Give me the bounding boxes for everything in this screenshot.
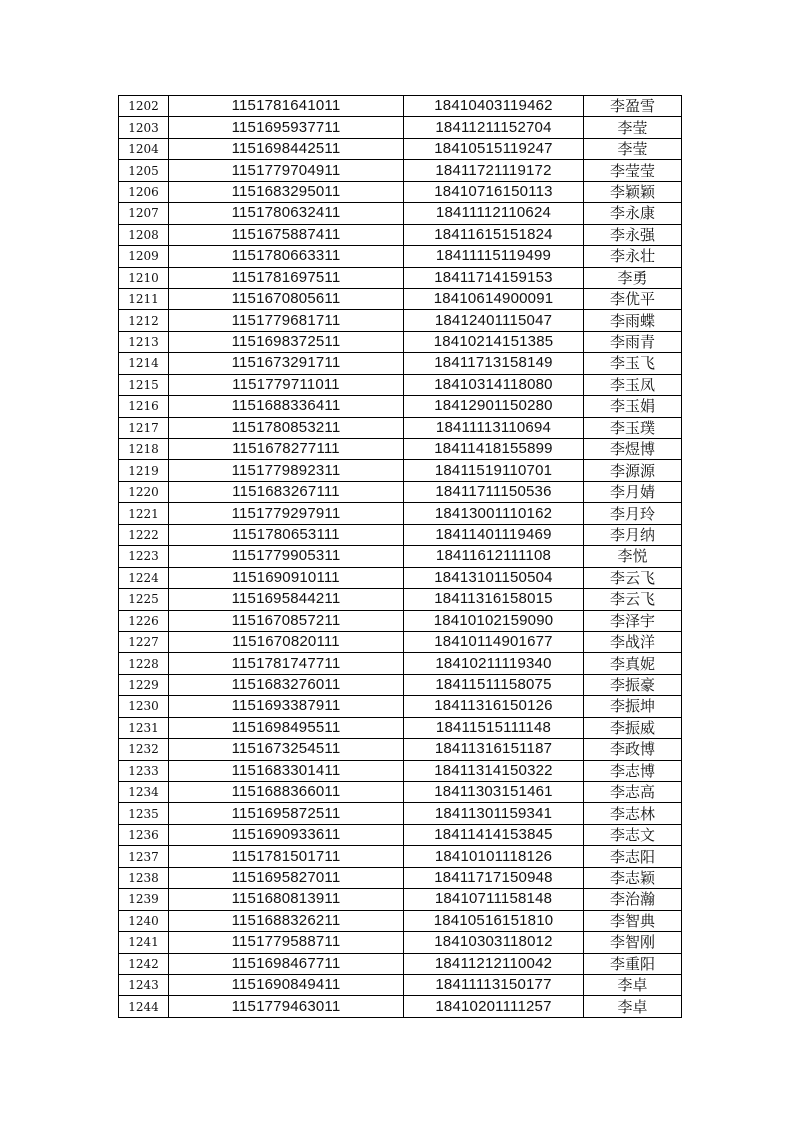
row-seq-number-cell: 1209 — [119, 246, 169, 267]
row-seq-number-cell: 1235 — [119, 803, 169, 824]
student-name-cell: 李战洋 — [584, 631, 682, 652]
table-row — [119, 696, 682, 717]
row-seq-number-cell: 1210 — [119, 267, 169, 288]
exam-number-cell: 1151779588711 — [169, 932, 404, 953]
exam-number-cell: 1151680813911 — [169, 889, 404, 910]
row-seq-number-cell: 1226 — [119, 610, 169, 631]
exam-number-cell: 1151780632411 — [169, 203, 404, 224]
table-row — [119, 717, 682, 738]
student-name-cell: 李泽宇 — [584, 610, 682, 631]
table-row — [119, 160, 682, 181]
table-row — [119, 889, 682, 910]
student-name-cell: 李重阳 — [584, 953, 682, 974]
id-number-cell: 18410201111257 — [404, 996, 584, 1017]
exam-number-cell: 1151779704911 — [169, 160, 404, 181]
exam-number-cell: 1151690910111 — [169, 567, 404, 588]
id-number-cell: 18411115119499 — [404, 246, 584, 267]
student-name-cell: 李莹莹 — [584, 160, 682, 181]
id-number-cell: 18411418155899 — [404, 439, 584, 460]
id-number-cell: 18412401115047 — [404, 310, 584, 331]
id-number-cell: 18410214151385 — [404, 331, 584, 352]
student-name-cell: 李玉飞 — [584, 353, 682, 374]
id-number-cell: 18411615151824 — [404, 224, 584, 245]
row-seq-number-cell: 1219 — [119, 460, 169, 481]
exam-number-cell: 1151693387911 — [169, 696, 404, 717]
exam-number-cell: 1151779297911 — [169, 503, 404, 524]
row-seq-number-cell: 1228 — [119, 653, 169, 674]
exam-number-cell: 1151675887411 — [169, 224, 404, 245]
id-number-cell: 18412901150280 — [404, 396, 584, 417]
row-seq-number-cell: 1215 — [119, 374, 169, 395]
row-seq-number-cell: 1227 — [119, 631, 169, 652]
id-number-cell: 18411612111108 — [404, 546, 584, 567]
student-name-cell: 李云飞 — [584, 567, 682, 588]
exam-number-cell: 1151678277111 — [169, 439, 404, 460]
exam-number-cell: 1151673254511 — [169, 739, 404, 760]
exam-number-cell: 1151683295011 — [169, 181, 404, 202]
row-seq-number-cell: 1224 — [119, 567, 169, 588]
table-row — [119, 524, 682, 545]
id-number-cell: 18411511158075 — [404, 674, 584, 695]
table-row — [119, 996, 682, 1017]
table-row — [119, 974, 682, 995]
row-seq-number-cell: 1222 — [119, 524, 169, 545]
id-number-cell: 18410711158148 — [404, 889, 584, 910]
table-row — [119, 331, 682, 352]
student-name-cell: 李玉凤 — [584, 374, 682, 395]
student-name-cell: 李志博 — [584, 760, 682, 781]
row-seq-number-cell: 1214 — [119, 353, 169, 374]
table-row — [119, 867, 682, 888]
table-row — [119, 653, 682, 674]
student-name-cell: 李志林 — [584, 803, 682, 824]
student-name-cell: 李玉璞 — [584, 417, 682, 438]
row-seq-number-cell: 1231 — [119, 717, 169, 738]
table-row — [119, 224, 682, 245]
id-number-cell: 18411414153845 — [404, 824, 584, 845]
row-seq-number-cell: 1203 — [119, 117, 169, 138]
id-number-cell: 18410403119462 — [404, 96, 584, 117]
table-row — [119, 932, 682, 953]
student-name-cell: 李卓 — [584, 974, 682, 995]
row-seq-number-cell: 1216 — [119, 396, 169, 417]
student-name-cell: 李振坤 — [584, 696, 682, 717]
student-name-cell: 李悦 — [584, 546, 682, 567]
id-number-cell: 18410314118080 — [404, 374, 584, 395]
row-seq-number-cell: 1213 — [119, 331, 169, 352]
id-number-cell: 18410303118012 — [404, 932, 584, 953]
exam-number-cell: 1151695937711 — [169, 117, 404, 138]
student-name-cell: 李雨蝶 — [584, 310, 682, 331]
exam-number-cell: 1151781697511 — [169, 267, 404, 288]
id-number-cell: 18411301159341 — [404, 803, 584, 824]
table-row — [119, 439, 682, 460]
row-seq-number-cell: 1220 — [119, 481, 169, 502]
row-seq-number-cell: 1241 — [119, 932, 169, 953]
exam-number-cell: 1151781641011 — [169, 96, 404, 117]
id-number-cell: 18410211119340 — [404, 653, 584, 674]
student-name-cell: 李志颖 — [584, 867, 682, 888]
table-row — [119, 910, 682, 931]
id-number-cell: 18410101118126 — [404, 846, 584, 867]
exam-number-cell: 1151695844211 — [169, 589, 404, 610]
exam-number-cell: 1151779905311 — [169, 546, 404, 567]
row-seq-number-cell: 1240 — [119, 910, 169, 931]
student-name-cell: 李永强 — [584, 224, 682, 245]
table-row — [119, 739, 682, 760]
exam-number-cell: 1151670857211 — [169, 610, 404, 631]
row-seq-number-cell: 1208 — [119, 224, 169, 245]
student-name-cell: 李振威 — [584, 717, 682, 738]
exam-number-cell: 1151670820111 — [169, 631, 404, 652]
student-name-cell: 李智刚 — [584, 932, 682, 953]
exam-number-cell: 1151688366011 — [169, 782, 404, 803]
student-name-cell: 李勇 — [584, 267, 682, 288]
id-number-cell: 18411113150177 — [404, 974, 584, 995]
student-name-cell: 李煜博 — [584, 439, 682, 460]
table-row — [119, 760, 682, 781]
table-row — [119, 481, 682, 502]
student-name-cell: 李永壮 — [584, 246, 682, 267]
row-seq-number-cell: 1217 — [119, 417, 169, 438]
row-seq-number-cell: 1207 — [119, 203, 169, 224]
id-number-cell: 18410515119247 — [404, 138, 584, 159]
row-seq-number-cell: 1232 — [119, 739, 169, 760]
id-number-cell: 18411519110701 — [404, 460, 584, 481]
exam-number-cell: 1151779711011 — [169, 374, 404, 395]
exam-number-cell: 1151695827011 — [169, 867, 404, 888]
table-row — [119, 610, 682, 631]
student-name-cell: 李卓 — [584, 996, 682, 1017]
student-name-cell: 李月婧 — [584, 481, 682, 502]
exam-number-cell: 1151683267111 — [169, 481, 404, 502]
table-row — [119, 203, 682, 224]
id-number-cell: 18411314150322 — [404, 760, 584, 781]
exam-number-cell: 1151683301411 — [169, 760, 404, 781]
id-number-cell: 18411713158149 — [404, 353, 584, 374]
student-name-cell: 李智典 — [584, 910, 682, 931]
table-row — [119, 567, 682, 588]
table-row — [119, 246, 682, 267]
table-row — [119, 288, 682, 309]
student-name-cell: 李云飞 — [584, 589, 682, 610]
exam-number-cell: 1151698442511 — [169, 138, 404, 159]
id-number-cell: 18410716150113 — [404, 181, 584, 202]
exam-number-cell: 1151779463011 — [169, 996, 404, 1017]
row-seq-number-cell: 1206 — [119, 181, 169, 202]
exam-number-cell: 1151698372511 — [169, 331, 404, 352]
id-number-cell: 18411316151187 — [404, 739, 584, 760]
table-row — [119, 117, 682, 138]
exam-number-cell: 1151779681711 — [169, 310, 404, 331]
exam-number-cell: 1151688326211 — [169, 910, 404, 931]
student-name-cell: 李莹 — [584, 117, 682, 138]
id-number-cell: 18411211152704 — [404, 117, 584, 138]
student-name-cell: 李志阳 — [584, 846, 682, 867]
table-row — [119, 310, 682, 331]
table-row — [119, 674, 682, 695]
exam-number-cell: 1151698467711 — [169, 953, 404, 974]
table-row — [119, 96, 682, 117]
id-number-cell: 18411515111148 — [404, 717, 584, 738]
id-number-cell: 18410516151810 — [404, 910, 584, 931]
table-row — [119, 138, 682, 159]
exam-number-cell: 1151690849411 — [169, 974, 404, 995]
student-name-cell: 李志高 — [584, 782, 682, 803]
row-seq-number-cell: 1237 — [119, 846, 169, 867]
id-number-cell: 18411721119172 — [404, 160, 584, 181]
exam-number-cell: 1151673291711 — [169, 353, 404, 374]
student-name-cell: 李盈雪 — [584, 96, 682, 117]
id-number-cell: 18411212110042 — [404, 953, 584, 974]
exam-number-cell: 1151780653111 — [169, 524, 404, 545]
student-name-cell: 李振豪 — [584, 674, 682, 695]
id-number-cell: 18410114901677 — [404, 631, 584, 652]
student-name-cell: 李真妮 — [584, 653, 682, 674]
table-row — [119, 374, 682, 395]
row-seq-number-cell: 1212 — [119, 310, 169, 331]
table-row — [119, 460, 682, 481]
id-number-cell: 18411717150948 — [404, 867, 584, 888]
exam-number-cell: 1151780853211 — [169, 417, 404, 438]
row-seq-number-cell: 1221 — [119, 503, 169, 524]
row-seq-number-cell: 1238 — [119, 867, 169, 888]
student-name-cell: 李月纳 — [584, 524, 682, 545]
table-row — [119, 353, 682, 374]
table-row — [119, 803, 682, 824]
exam-number-cell: 1151670805611 — [169, 288, 404, 309]
id-number-cell: 18411316158015 — [404, 589, 584, 610]
table-row — [119, 267, 682, 288]
student-name-cell: 李永康 — [584, 203, 682, 224]
table-row — [119, 953, 682, 974]
table-row — [119, 631, 682, 652]
id-number-cell: 18411113110694 — [404, 417, 584, 438]
row-seq-number-cell: 1204 — [119, 138, 169, 159]
row-seq-number-cell: 1236 — [119, 824, 169, 845]
table-row — [119, 546, 682, 567]
table-row — [119, 824, 682, 845]
id-number-cell: 18413101150504 — [404, 567, 584, 588]
row-seq-number-cell: 1233 — [119, 760, 169, 781]
student-name-cell: 李政博 — [584, 739, 682, 760]
row-seq-number-cell: 1230 — [119, 696, 169, 717]
exam-number-cell: 1151781501711 — [169, 846, 404, 867]
table-row — [119, 417, 682, 438]
student-name-cell: 李源源 — [584, 460, 682, 481]
row-seq-number-cell: 1239 — [119, 889, 169, 910]
id-number-cell: 18411714159153 — [404, 267, 584, 288]
row-seq-number-cell: 1234 — [119, 782, 169, 803]
table-row — [119, 846, 682, 867]
id-number-cell: 18411112110624 — [404, 203, 584, 224]
id-number-cell: 18411316150126 — [404, 696, 584, 717]
exam-number-cell: 1151695872511 — [169, 803, 404, 824]
student-name-cell: 李玉娟 — [584, 396, 682, 417]
id-number-cell: 18413001110162 — [404, 503, 584, 524]
row-seq-number-cell: 1211 — [119, 288, 169, 309]
id-number-cell: 18410102159090 — [404, 610, 584, 631]
row-seq-number-cell: 1244 — [119, 996, 169, 1017]
id-number-cell: 18411401119469 — [404, 524, 584, 545]
id-number-cell: 18411303151461 — [404, 782, 584, 803]
row-seq-number-cell: 1223 — [119, 546, 169, 567]
student-name-cell: 李志文 — [584, 824, 682, 845]
row-seq-number-cell: 1218 — [119, 439, 169, 460]
table-row — [119, 181, 682, 202]
row-seq-number-cell: 1229 — [119, 674, 169, 695]
exam-number-cell: 1151779892311 — [169, 460, 404, 481]
roster-table — [118, 95, 682, 1018]
row-seq-number-cell: 1225 — [119, 589, 169, 610]
student-name-cell: 李治瀚 — [584, 889, 682, 910]
student-name-cell: 李月玲 — [584, 503, 682, 524]
exam-number-cell: 1151688336411 — [169, 396, 404, 417]
row-seq-number-cell: 1205 — [119, 160, 169, 181]
id-number-cell: 18410614900091 — [404, 288, 584, 309]
exam-number-cell: 1151690933611 — [169, 824, 404, 845]
exam-number-cell: 1151780663311 — [169, 246, 404, 267]
student-name-cell: 李颖颖 — [584, 181, 682, 202]
student-name-cell: 李优平 — [584, 288, 682, 309]
row-seq-number-cell: 1242 — [119, 953, 169, 974]
student-name-cell: 李莹 — [584, 138, 682, 159]
table-row — [119, 782, 682, 803]
student-name-cell: 李雨青 — [584, 331, 682, 352]
exam-number-cell: 1151698495511 — [169, 717, 404, 738]
table-row — [119, 589, 682, 610]
exam-number-cell: 1151683276011 — [169, 674, 404, 695]
roster-table-body — [119, 96, 682, 1018]
exam-number-cell: 1151781747711 — [169, 653, 404, 674]
table-row — [119, 503, 682, 524]
table-row — [119, 396, 682, 417]
row-seq-number-cell: 1243 — [119, 974, 169, 995]
row-seq-number-cell: 1202 — [119, 96, 169, 117]
id-number-cell: 18411711150536 — [404, 481, 584, 502]
